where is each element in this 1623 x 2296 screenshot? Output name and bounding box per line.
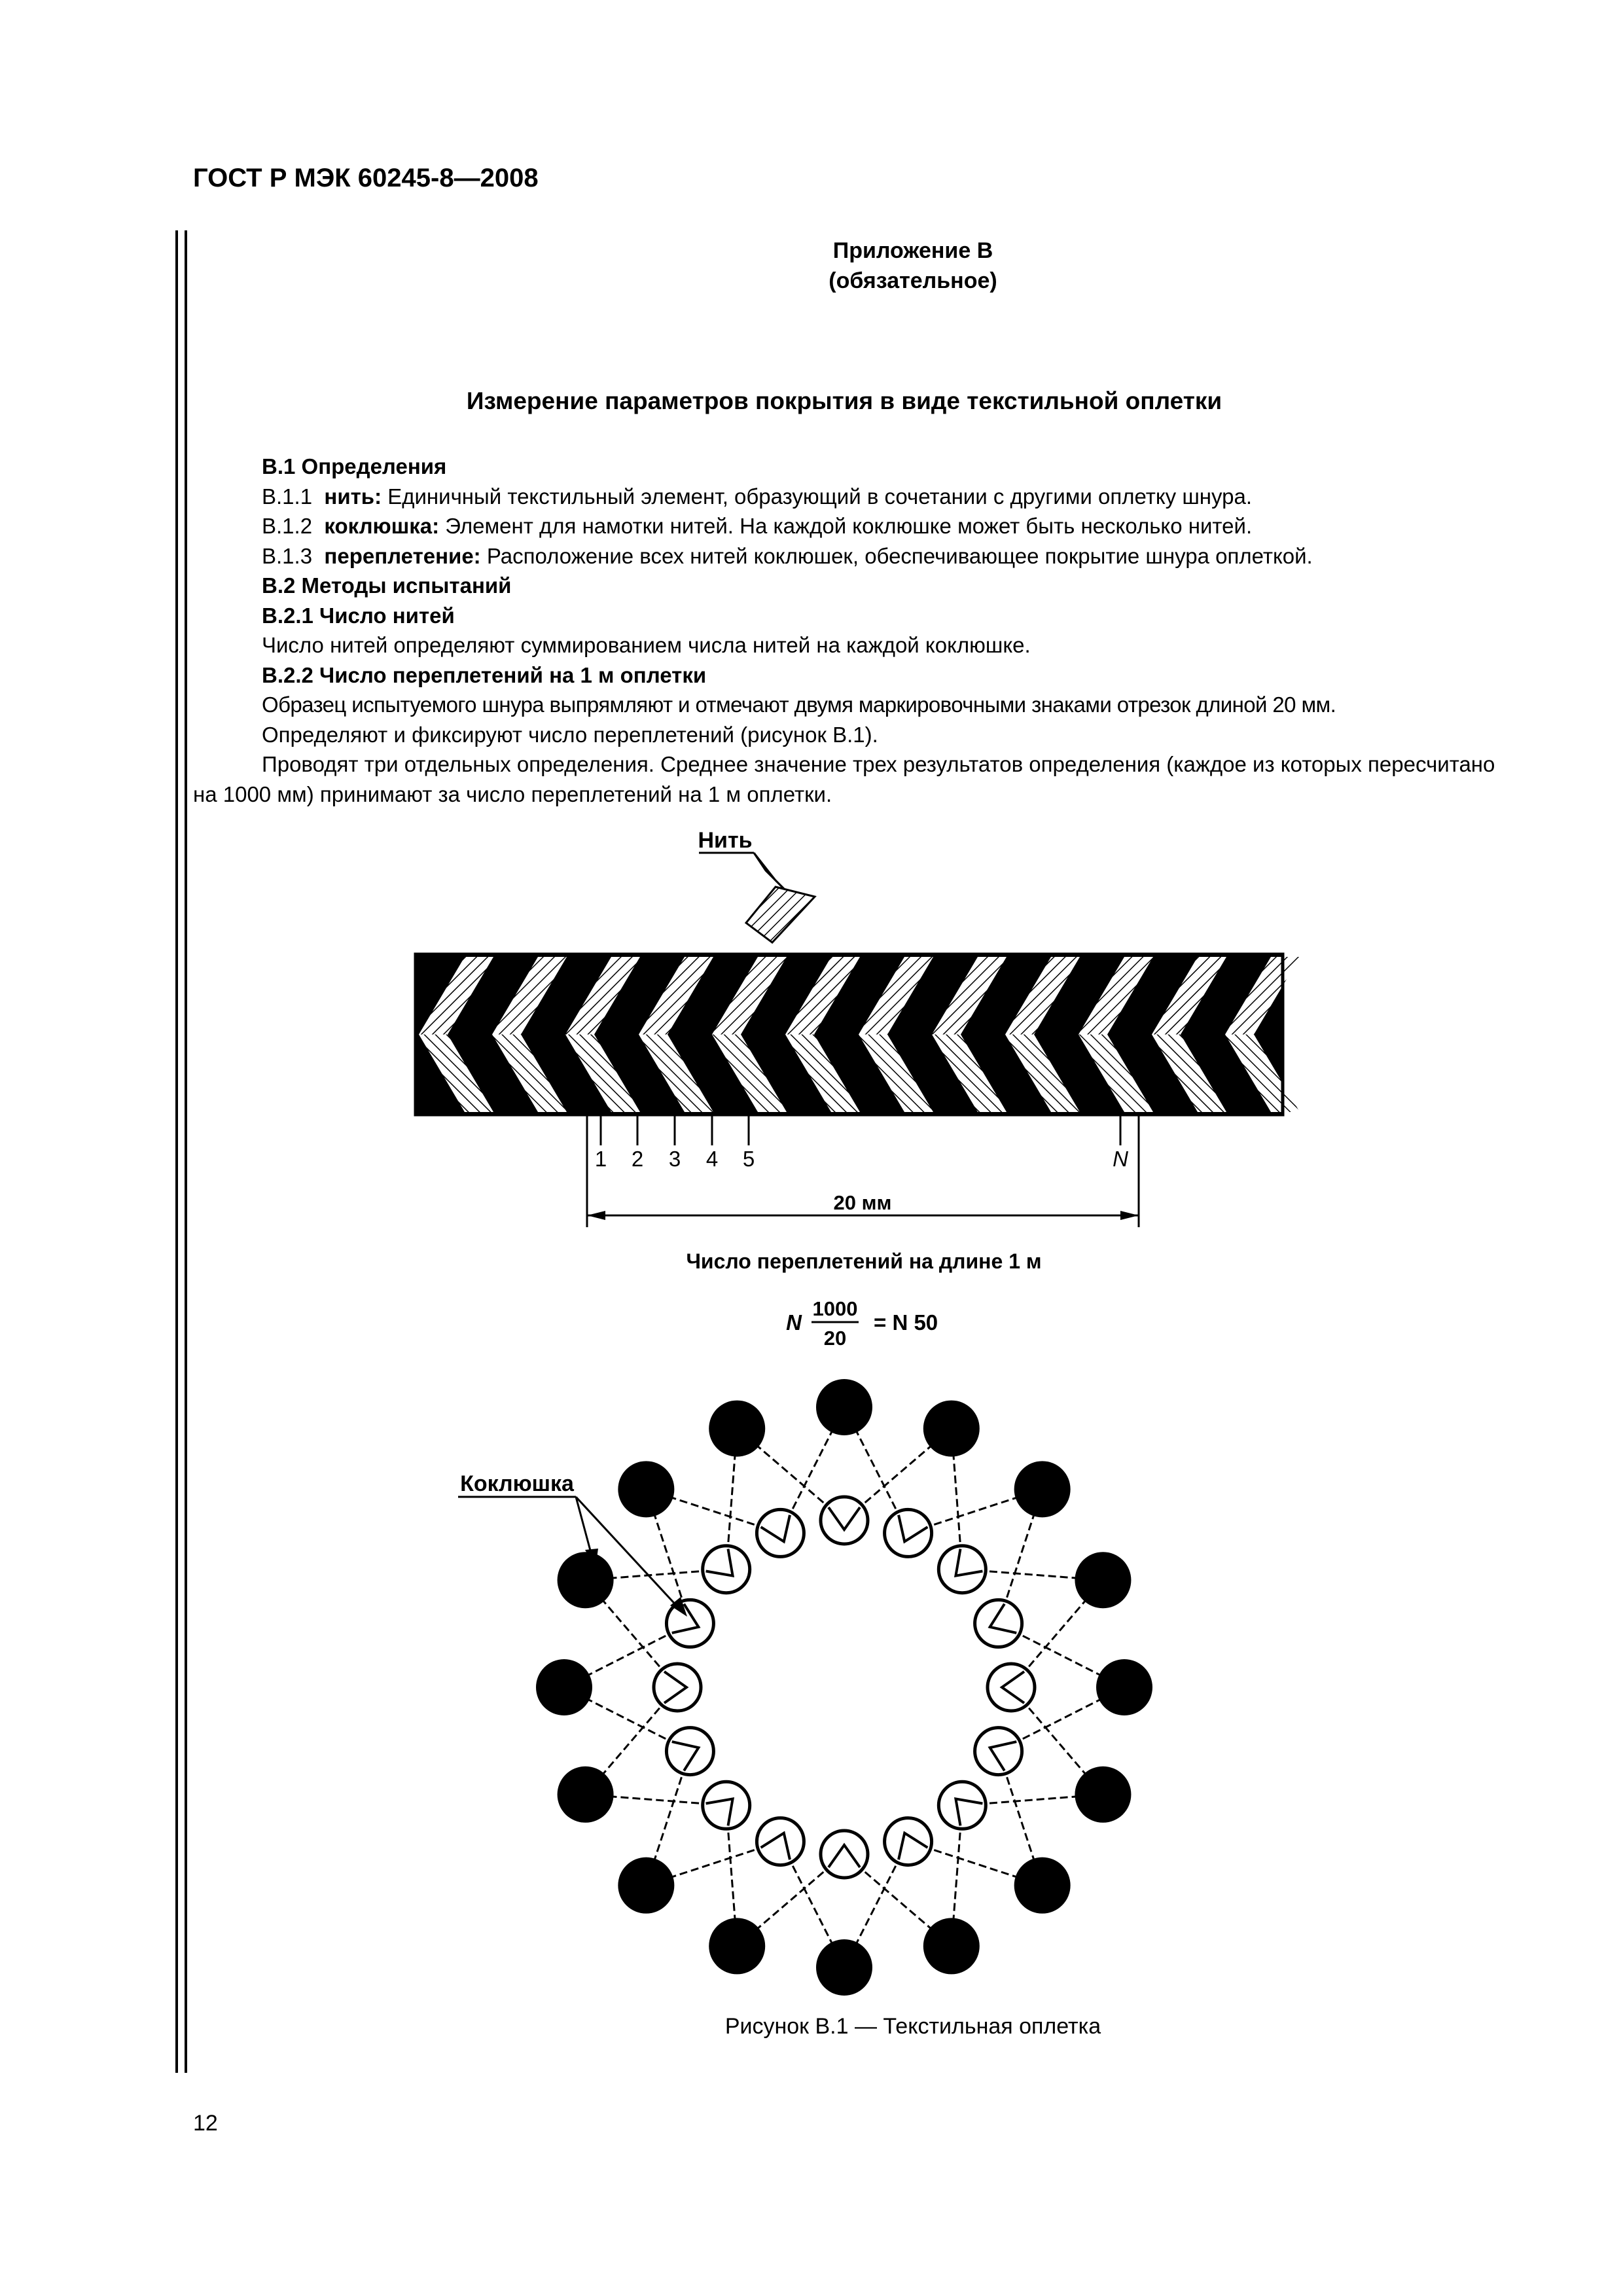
tick-marks xyxy=(595,1115,1120,1171)
outer-bobbin xyxy=(709,1401,765,1457)
inner-bobbin xyxy=(938,1546,986,1593)
tick-label: 4 xyxy=(705,1147,719,1171)
outer-bobbin xyxy=(618,1857,674,1914)
clause-number: В.1.1 xyxy=(262,484,313,509)
annex-title-line2: (обязательное) xyxy=(829,268,997,293)
paragraph-b21: Число нитей определяют суммированием числа нитей на каждой коклюшке. xyxy=(262,633,1031,657)
braided-cord xyxy=(416,954,1300,1115)
formula-caption: Число переплетений на длине 1 м xyxy=(686,1249,1042,1273)
tick-label: 5 xyxy=(742,1147,755,1171)
section-title: Измерение параметров покрытия в виде текстильной оплетки xyxy=(466,387,1222,414)
outer-bobbin xyxy=(923,1918,980,1974)
definition-text: Элемент для намотки нитей. На каждой коклюшке может быть несколько нитей. xyxy=(445,514,1253,538)
paragraph-b22-2: Определяют и фиксируют число переплетений (рисунок В.1). xyxy=(262,722,878,747)
inner-bobbin xyxy=(975,1600,1022,1647)
definition-text: Расположение всех нитей коклюшек, обеспечивающее покрытие шнура оплеткой. xyxy=(486,543,1313,568)
defined-term: переплетение: xyxy=(324,543,481,568)
tick-label: 1 xyxy=(594,1147,607,1171)
thread-label: Нить xyxy=(698,828,753,853)
outer-bobbin xyxy=(1096,1659,1152,1715)
outer-bobbin xyxy=(1075,1552,1131,1608)
outer-bobbin xyxy=(1075,1767,1131,1823)
outer-bobbin xyxy=(709,1918,765,1974)
inner-bobbin xyxy=(703,1546,750,1593)
outer-bobbin xyxy=(1014,1461,1071,1517)
outer-bobbin xyxy=(816,1939,872,1996)
formula-numerator: 1000 xyxy=(812,1297,858,1320)
paragraph-b22-1: Образец испытуемого шнура выпрямляют и отмечают двумя маркировочными знаками отрезок длиной 20 мм. xyxy=(262,692,1336,717)
document-code: ГОСТ Р МЭК 60245-8—2008 xyxy=(193,164,539,192)
inner-bobbin xyxy=(757,1818,804,1865)
outer-bobbin xyxy=(558,1767,614,1823)
inner-bobbin xyxy=(757,1509,804,1556)
heading-b1: В.1 Определения xyxy=(262,454,447,478)
formula-denominator: 20 xyxy=(823,1327,847,1350)
inner-bobbin xyxy=(885,1509,932,1556)
definition-text: Единичный текстильный элемент, образующий в сочетании с другими оплетку шнура. xyxy=(387,484,1253,509)
heading-b2: В.2 Методы испытаний xyxy=(262,573,512,598)
inner-bobbin xyxy=(654,1664,701,1711)
outer-bobbin xyxy=(1014,1857,1071,1914)
paragraph-b22-3: Проводят три отдельных определения. Среднее значение трех результатов определения (каждое из которых пересчитано на 1000 мм) принимают за число переплетений на 1 м оплетки. xyxy=(193,752,1495,806)
tick-label: 3 xyxy=(668,1147,681,1171)
bobbin-label: Коклюшка xyxy=(460,1471,574,1496)
figure-caption: Рисунок В.1 — Текстильная оплетка xyxy=(724,2014,1101,2039)
outer-bobbin xyxy=(816,1379,872,1435)
inner-bobbin xyxy=(938,1782,986,1829)
page-number: 12 xyxy=(193,2111,218,2136)
inner-bobbin xyxy=(821,1497,868,1544)
inner-bobbin xyxy=(988,1664,1035,1711)
inner-bobbin xyxy=(821,1831,868,1878)
dimension-label: 20 мм xyxy=(833,1191,892,1214)
tick-label-n: N xyxy=(1113,1147,1128,1171)
outer-bobbin xyxy=(558,1552,614,1608)
clause-number: В.1.3 xyxy=(262,543,313,568)
formula-result: = N 50 xyxy=(874,1310,938,1335)
formula-variable-n: N xyxy=(786,1310,802,1335)
outer-bobbin xyxy=(923,1401,980,1457)
outer-bobbin xyxy=(618,1461,674,1517)
defined-term: нить: xyxy=(324,484,382,509)
inner-bobbin xyxy=(703,1782,750,1829)
thread-detail xyxy=(746,887,815,942)
heading-b21: В.2.1 Число нитей xyxy=(262,603,455,628)
clause-number: В.1.2 xyxy=(262,514,313,538)
bobbin-ring xyxy=(536,1379,1152,1996)
annex-title-line1: Приложение В xyxy=(832,238,993,263)
inner-bobbin xyxy=(975,1728,1022,1775)
heading-b22: В.2.2 Число переплетений на 1 м оплетки xyxy=(262,662,707,687)
dimension-arrow-right xyxy=(1120,1211,1139,1220)
defined-term: коклюшка: xyxy=(324,514,440,538)
dimension-arrow-left xyxy=(587,1211,605,1220)
outer-bobbin xyxy=(536,1659,592,1715)
tick-label: 2 xyxy=(631,1147,644,1171)
inner-bobbin xyxy=(666,1728,713,1775)
inner-bobbin xyxy=(885,1818,932,1865)
